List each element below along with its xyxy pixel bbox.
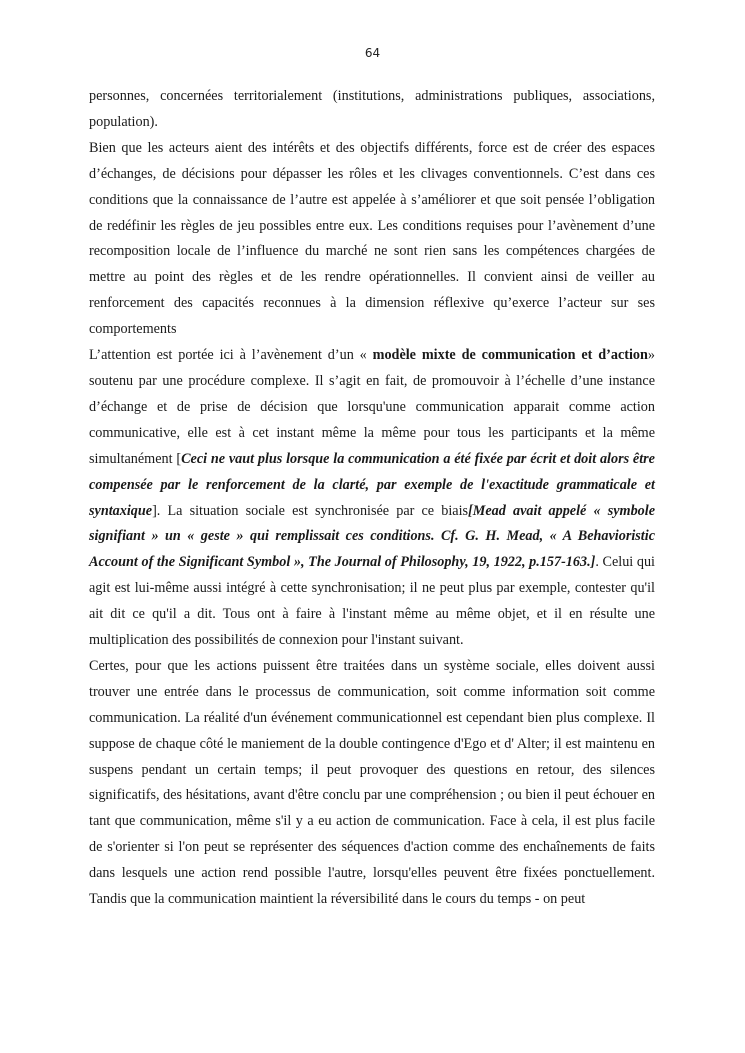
- written-communication-note: Ceci ne vaut plus lorsque la communication a été fixée par écrit et doit alors être compensée par le renforcement de la clarté, par exemple de l'exactitude grammaticale et syntaxique: [89, 450, 655, 519]
- paragraph-2: Bien que les acteurs aient des intérêts et des objectifs différents, force est de créer des espaces d’échanges, de décisions pour dépasser les rôles et les clivages conventionnels. C’est dans ces conditions que la connaissance de l’autre est appelée à s’améliorer et que soit pensée l’obligation de redéfinir les règles de jeu possibles entre eux. Les conditions requises pour l’avènement d’une recomposition locale de l’influence du marché ne sont rien sans les compétences chargées de mettre au point des règles et de les rendre opérationnelles. Il convient ainsi de veiller au renforcement des capacités reconnues à la dimension réflexive qu’exerce l’acteur sur ses comportements: [89, 139, 655, 338]
- page-body: [89, 84, 655, 913]
- page-number: 64: [364, 46, 381, 60]
- paragraph-3: [89, 343, 655, 654]
- paragraph-4: Certes, pour que les actions puissent être traitées dans un système sociale, elles doivent aussi trouver une entrée dans le processus de communication, soit comme information soit comme communication. La réalité d'un événement communicationnel est cependant bien plus complexe. Il suppose de chaque côté le maniement de la double contingence d'Ego et d' Alter; il est maintenu en suspens pendant un certain temps; il peut provoquer des questions en retour, des silences significatifs, des hésitations, avant d'être conclu par une compréhension ; ou bien il peut échouer en tant que communication, même s'il y a eu action de communication. Face à cela, il est plus facile de s'orienter si l'on peut se représenter des séquences d'action comme des enchaînements de faits dans lesquels une action rend possible l'autre, lorsqu'elles peuvent être fixées ponctuellement. Tandis que la communication maintient la réversibilité dans le cours du temps - on peut: [89, 657, 655, 908]
- mead-citation-note: [Mead avait appelé « symbole signifiant » un « geste » qui remplissait ces conditions. Cf. G. H. Mead, « A Behavioristic Account of the Significant Symbol », The Journal of Philosophy, 19, 1922, p.157-163.]: [89, 502, 656, 571]
- model-term-bold: modèle mixte de communication et d’action: [372, 347, 648, 364]
- paragraph-3-text-4: . Celui qui agit est lui-même aussi intégré à cette synchronisation; il ne peut plus par exemple, contester qu'il ait dit ce qu'il a dit. Tous ont à faire à l'instant même au même objet, et il en résulte une multiplication des possibilités de connexion pour l'instant suivant.: [89, 554, 655, 649]
- paragraph-3-text-2: » soutenu par une procédure complexe. Il s’agit en fait, de promouvoir à l’échelle d’une instance d’échange et de prise de décision que lorsqu'une communication apparait comme action communicative, elle est à cet instant même la même pour tous les participants et la même simultanément [: [89, 347, 655, 467]
- paragraph-3-text-3: ]. La situation sociale est synchronisée par ce biais: [152, 502, 469, 519]
- paragraph-1: personnes, concernées territorialement (institutions, administrations publiques, associations, population).: [89, 88, 655, 130]
- paragraph-3-text-1: L’attention est portée ici à l’avènement d’un «: [89, 347, 373, 364]
